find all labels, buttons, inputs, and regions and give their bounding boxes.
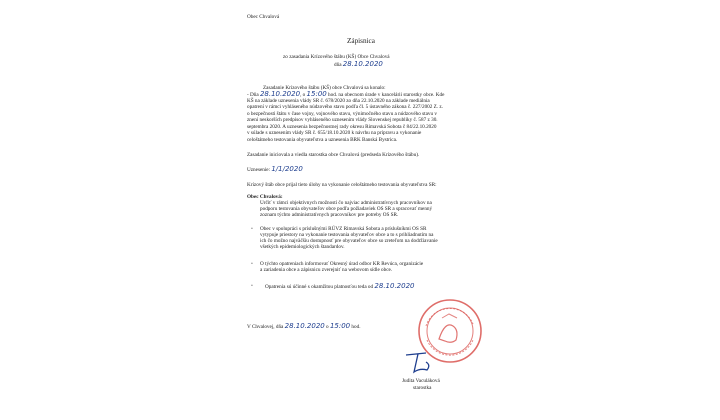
bullet-text: O týchto opatreniach informovať Okresný úrad odbor KR Revúca, organizácie <box>260 261 424 267</box>
header-org: Obec Chvalová <box>247 14 280 20</box>
signer-role: starostka <box>413 385 432 391</box>
document-title: Zápisnica <box>347 37 375 45</box>
footer-time-prefix: o <box>326 324 329 330</box>
section-label: Obec Chvalová: <box>247 194 283 200</box>
intro-line: opatrení v rámci vyhláseného núdzového stavu podľa čl. 5 ústavného zákona č. 227/2002 Z. z. <box>247 104 444 110</box>
resolution-label: Uznesenie: <box>247 167 271 173</box>
intro-line: v súlade s uznesením vlády SR č. 655/18.10.2020 k návrhu na prípravu a vykonanie <box>247 130 422 136</box>
intro-line1-suffix: hod. na obecnom úrade v kancelárii starostky obce. Kde <box>328 92 445 98</box>
footer-place-prefix: V Chvalovej, dňa <box>247 324 284 330</box>
date-prefix: dňa <box>334 62 342 68</box>
intro-line: celoštátneho testovania obyvateľstva a uznesenia BRK Banská Bystrica. <box>247 137 398 143</box>
bullet-text: podporu testovania obyvateľov obce podľa požiadaviek OS SR a spracovať menný <box>260 206 433 212</box>
intro-line: KŠ na základe uznesenia vlády SR č. 678/2020 zo dňa 22.10.2020 na základe mediálnia <box>247 98 430 104</box>
bullet-text: ich čo možno najväčšiu dostupnosť pre obyvateľov obce so zreteľom na dodržiavanie <box>260 238 438 244</box>
intro-line: znení neskorších predpisov vyhláseného uznesením vlády Slovenskej republiky č. 587 z 30. <box>247 117 438 123</box>
resolution-hand-value: 1/1/2020 <box>271 165 303 173</box>
intro-hand-time: 15:00 <box>306 90 327 98</box>
footer-time-suffix: hod. <box>351 324 361 330</box>
intro-hand-date: 28.10.2020 <box>259 90 301 98</box>
initiated-text: Zasadanie iniciovala a viedla starostka obce Chvalová (predseda Krízového štábu). <box>247 152 420 158</box>
bullet-text: zoznam týchto administratívnych pracovníkov pre potreby OS SR. <box>260 212 399 218</box>
handwritten-signature <box>400 348 440 378</box>
bullet-text: vytypuje priestory na vykonanie testovania obyvateľov obce a to s prihliadnutím na <box>260 232 434 238</box>
footer-place-line <box>247 323 361 330</box>
date-line <box>334 61 383 68</box>
validity-line <box>265 283 415 290</box>
handwritten-date: 28.10.2020 <box>342 60 383 68</box>
bullet-text: Obec v spolupráci s príslušnými RÚVZ Rimavská Sobota a príslušníkmi OS SR <box>260 226 427 232</box>
tasks-intro: Krízový štáb obce prijal tieto úlohy na vykonanie celoštátneho testovania obyvateľstva SR: <box>247 182 437 188</box>
validity-hand-date: 28.10.2020 <box>374 282 415 290</box>
bullet-text: Určiť v rámci objektívnych možností čo najviac administratívnych pracovníkov na <box>260 200 432 206</box>
bullet-text: všetkých epidemiologických štandardov. <box>260 244 345 250</box>
intro-line: septembra 2020. A uznesenia bezpečnostnej rady okresu Rimavská Sobota č 84/22.10.2020 <box>247 124 437 130</box>
intro-line1-mid: , o <box>300 92 306 98</box>
signer-name: Judita Vaculáková <box>402 378 440 384</box>
bullet-marker: ▫ <box>251 226 253 232</box>
validity-text: Opatrenia sú účinné s okamžitou platnosťou teda od <box>265 284 374 290</box>
resolution-line <box>247 166 303 173</box>
intro-lead: Zasadanie Krízového štábu (KŠ) obce Chvalová sa konalo: <box>263 85 386 91</box>
bullet-marker: ▫ <box>251 283 253 289</box>
intro-line1-prefix: - Dňa <box>247 92 259 98</box>
intro-line: o bezpečnosti štátu v čase vojny, vojnového stavu, výnimočného stavu a núdzového stavu v <box>247 111 437 117</box>
bullet-marker: ▫ <box>251 261 253 267</box>
footer-hand-date: 28.10.2020 <box>284 322 325 330</box>
bullet-text: a zariadenia obce a zápisnicu zverejniť na webovom sídle obce. <box>260 267 393 273</box>
document-subtitle: zo zasadania Krízového štábu (KŠ) Obce Chvalová <box>283 54 390 60</box>
footer-hand-time: 15:00 <box>329 322 351 330</box>
